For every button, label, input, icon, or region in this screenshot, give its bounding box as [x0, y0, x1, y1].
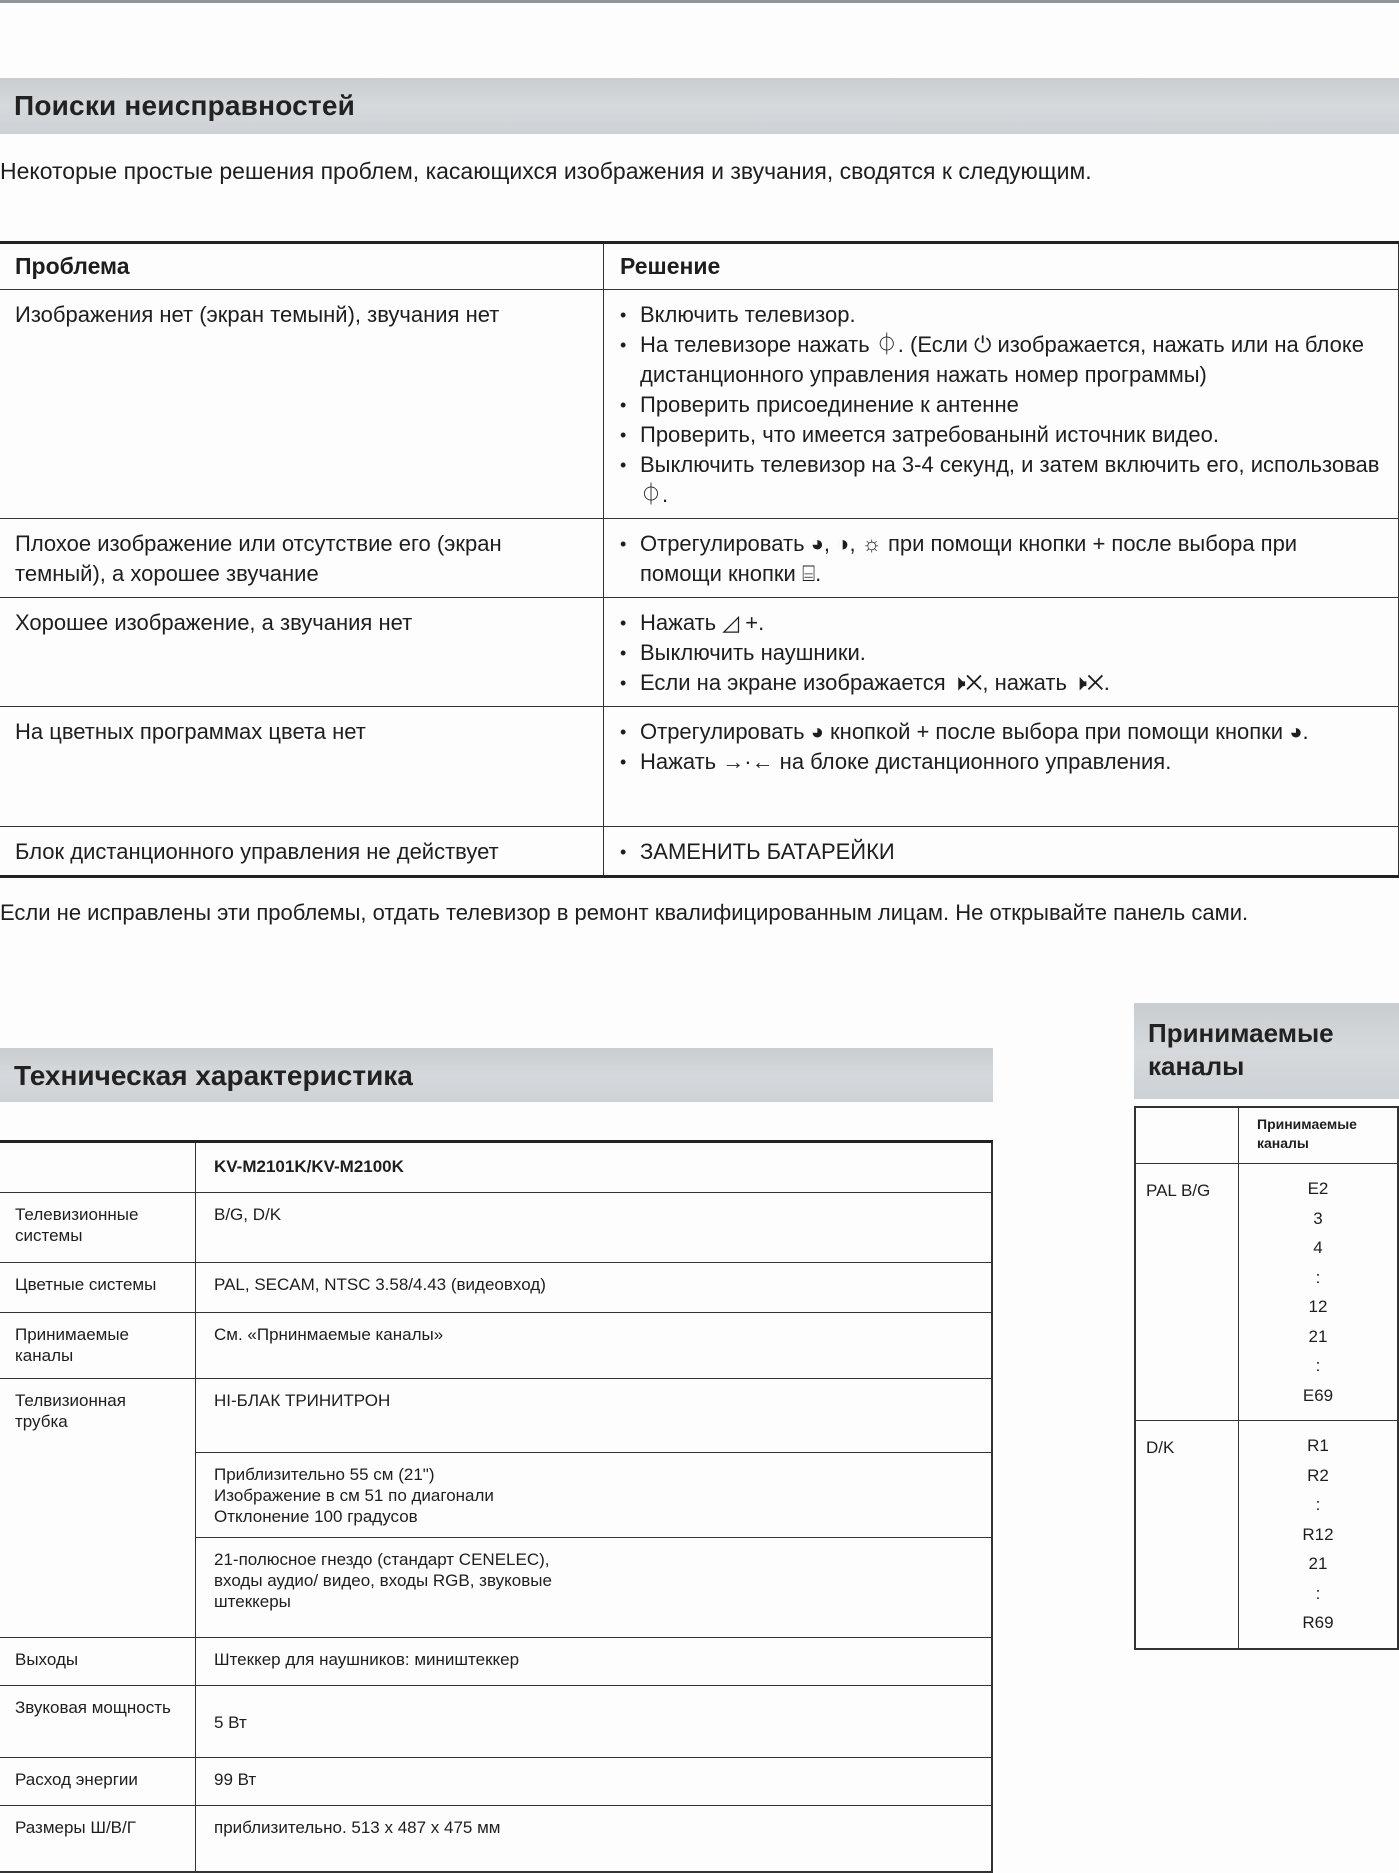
problem-cell: Плохое изображение или отсутствие его (экран темный), а хорошее звучание	[0, 519, 604, 598]
channel-item: 12	[1308, 1297, 1328, 1316]
channel-item: :	[1315, 1495, 1321, 1514]
solution-list	[620, 300, 1384, 510]
spec-value	[196, 1379, 993, 1453]
channel-item: :	[1315, 1583, 1321, 1603]
table-header-row	[1135, 1107, 1398, 1164]
solution-list	[620, 608, 1384, 698]
solution-item: • Проверить присоединение к антенне	[620, 390, 1384, 420]
solution-cell	[604, 598, 1399, 707]
solution-item: • Включить телевизор.	[620, 300, 1384, 330]
table-row	[1135, 1421, 1398, 1649]
spec-label: Расход энергии	[0, 1758, 196, 1806]
spec-value	[196, 1758, 993, 1806]
solution-cell	[604, 707, 1399, 827]
specifications-table	[0, 1140, 993, 1873]
solution-item: • Выключить наушники.	[620, 638, 1384, 668]
spec-value-line: входы аудио/ видео, входы RGB, звуковые	[214, 1571, 552, 1590]
channel-item: 21	[1308, 1554, 1328, 1573]
spec-value-line: приблизительно. 513 x 487 x 475 мм	[214, 1818, 501, 1837]
spec-label: Телевизионные системы	[0, 1193, 196, 1263]
table-row	[0, 1453, 992, 1538]
channels-title: Принимаемые каналы	[1148, 1018, 1334, 1081]
solution-list	[620, 837, 1384, 867]
troubleshooting-header-band	[0, 78, 1399, 134]
table-row	[0, 1379, 992, 1453]
table-row	[0, 290, 1399, 519]
channel-item: R69	[1302, 1613, 1334, 1632]
spec-label: Цветные системы	[0, 1263, 196, 1313]
table-row	[0, 1758, 992, 1806]
solution-item: • На телевизоре нажать ⏀. (Если ⏻ изображается, нажать или на блоке дистанционного управления нажать номер программы)	[620, 330, 1384, 390]
spec-value	[196, 1263, 993, 1313]
spec-value	[196, 1193, 993, 1263]
problem-cell: Блок дистанционного управления не действует	[0, 827, 604, 877]
channel-item: E69	[1302, 1385, 1334, 1405]
spec-value	[196, 1638, 993, 1686]
spec-value-line: штеккеры	[214, 1592, 291, 1611]
solution-item: • Нажать ◿ +.	[620, 608, 1384, 638]
problem-cell: Хорошее изображение, а звучания нет	[0, 598, 604, 707]
table-row	[0, 1313, 992, 1379]
problem-cell: Изображения нет (экран темынй), звучания нет	[0, 290, 604, 519]
spec-value	[196, 1313, 993, 1379]
spec-label: Телвизионная трубка	[0, 1379, 196, 1453]
spec-value-line: Изображение в см 51 по диагонали	[214, 1486, 494, 1505]
table-row	[0, 707, 1399, 827]
channel-list	[1239, 1421, 1399, 1649]
spec-label: Звуковая мощность	[0, 1686, 196, 1758]
spec-value-line: 5 Вт	[214, 1712, 247, 1732]
spec-value-line: Штеккер для наушников: миништеккер	[214, 1650, 520, 1669]
spec-value-line: PAL, SECAM, NTSC 3.58/4.43 (видеовход)	[214, 1275, 546, 1294]
table-header-row	[0, 1142, 992, 1193]
channel-item: :	[1315, 1267, 1321, 1287]
spec-value-line: HI-БЛАК ТРИНИТРОН	[214, 1391, 391, 1410]
solution-column-header: Решение	[604, 243, 1399, 290]
spec-label: Принимаемые каналы	[0, 1313, 196, 1379]
spec-header-empty	[0, 1142, 196, 1193]
solution-list	[620, 529, 1384, 589]
spec-value-line: Отклонение 100 градусов	[214, 1507, 418, 1526]
solution-cell	[604, 827, 1399, 877]
spec-value-line: B/G, D/K	[214, 1205, 282, 1224]
channels-header-band	[1134, 1003, 1399, 1099]
spec-label	[0, 1453, 196, 1538]
spec-value	[196, 1686, 993, 1758]
table-row	[0, 1538, 992, 1638]
solution-list	[620, 717, 1384, 777]
spec-value	[196, 1806, 993, 1872]
spec-label: Размеры Ш/В/Г	[0, 1806, 196, 1872]
spec-label: Выходы	[0, 1638, 196, 1686]
troubleshooting-table	[0, 241, 1399, 878]
problem-column-header: Проблема	[0, 243, 604, 290]
problem-cell: На цветных программах цвета нет	[0, 707, 604, 827]
specifications-title: Техническая характеристика	[14, 1060, 413, 1091]
table-row	[0, 827, 1399, 877]
channel-item: R12	[1302, 1524, 1334, 1544]
channel-system: PAL B/G	[1135, 1164, 1239, 1421]
solution-item: • ЗАМЕНИТЬ БАТАРЕЙКИ	[620, 837, 1384, 867]
solution-item: • Отрегулировать ◕, ◑, ☼ при помощи кнопки + после выбора при помощи кнопки ⌸.	[620, 529, 1384, 589]
channel-item: :	[1315, 1356, 1321, 1375]
table-row	[1135, 1164, 1398, 1421]
channels-header-empty	[1135, 1107, 1239, 1164]
spec-label	[0, 1538, 196, 1638]
spec-value-line: 99 Вт	[214, 1770, 257, 1789]
model-name: KV-M2101K/KV-M2100K	[196, 1142, 993, 1193]
troubleshooting-title: Поиски неисправностей	[14, 90, 356, 121]
channels-column-header: Принимаемые каналы	[1239, 1107, 1399, 1164]
spec-value-line: См. «Прнинмаемые каналы»	[214, 1325, 444, 1344]
table-row	[0, 1193, 992, 1263]
solution-cell	[604, 290, 1399, 519]
channel-item: 3	[1313, 1208, 1323, 1228]
spec-value-line: 21-полюсное гнездо (стандарт CENELEC),	[214, 1550, 550, 1569]
channel-system: D/K	[1135, 1421, 1239, 1649]
table-row	[0, 1263, 992, 1313]
table-row	[0, 598, 1399, 707]
table-row	[0, 1686, 992, 1758]
table-header-row	[0, 243, 1399, 290]
troubleshooting-footer-note: Если не исправлены эти проблемы, отдать телевизор в ремонт квалифицированным лицам. Не открывайте панель сами.	[0, 900, 1249, 925]
spec-value-line: Приблизительно 55 см (21")	[214, 1465, 435, 1484]
solution-item: • Проверить, что имеется затребованынй источник видео.	[620, 420, 1384, 450]
solution-cell	[604, 519, 1399, 598]
spec-value	[196, 1538, 993, 1638]
channel-item: 21	[1308, 1326, 1328, 1346]
solution-item: • Нажать →·← на блоке дистанционного управления.	[620, 747, 1384, 777]
channel-item: 4	[1313, 1238, 1323, 1257]
channel-item: R1	[1307, 1436, 1329, 1455]
channel-list	[1239, 1164, 1399, 1421]
specifications-header-band	[0, 1048, 993, 1102]
solution-item: • Если на экране изображается 🕨✕, нажать 🕨✕.	[620, 668, 1384, 698]
channels-table	[1134, 1106, 1399, 1650]
troubleshooting-intro: Некоторые простые решения проблем, касающихся изображения и звучания, сводятся к следующим.	[0, 158, 1092, 184]
channel-item: R2	[1307, 1465, 1329, 1485]
solution-item: • Выключить телевизор на 3-4 секунд, и затем включить его, использовав ⏀.	[620, 450, 1384, 510]
spec-value	[196, 1453, 993, 1538]
table-row	[0, 1806, 992, 1872]
channel-item: E2	[1307, 1179, 1329, 1198]
page-top-edge	[0, 0, 1399, 3]
table-row	[0, 1638, 992, 1686]
solution-item: • Отрегулировать ◕ кнопкой + после выбора при помощи кнопки ◕.	[620, 717, 1384, 747]
table-row	[0, 519, 1399, 598]
